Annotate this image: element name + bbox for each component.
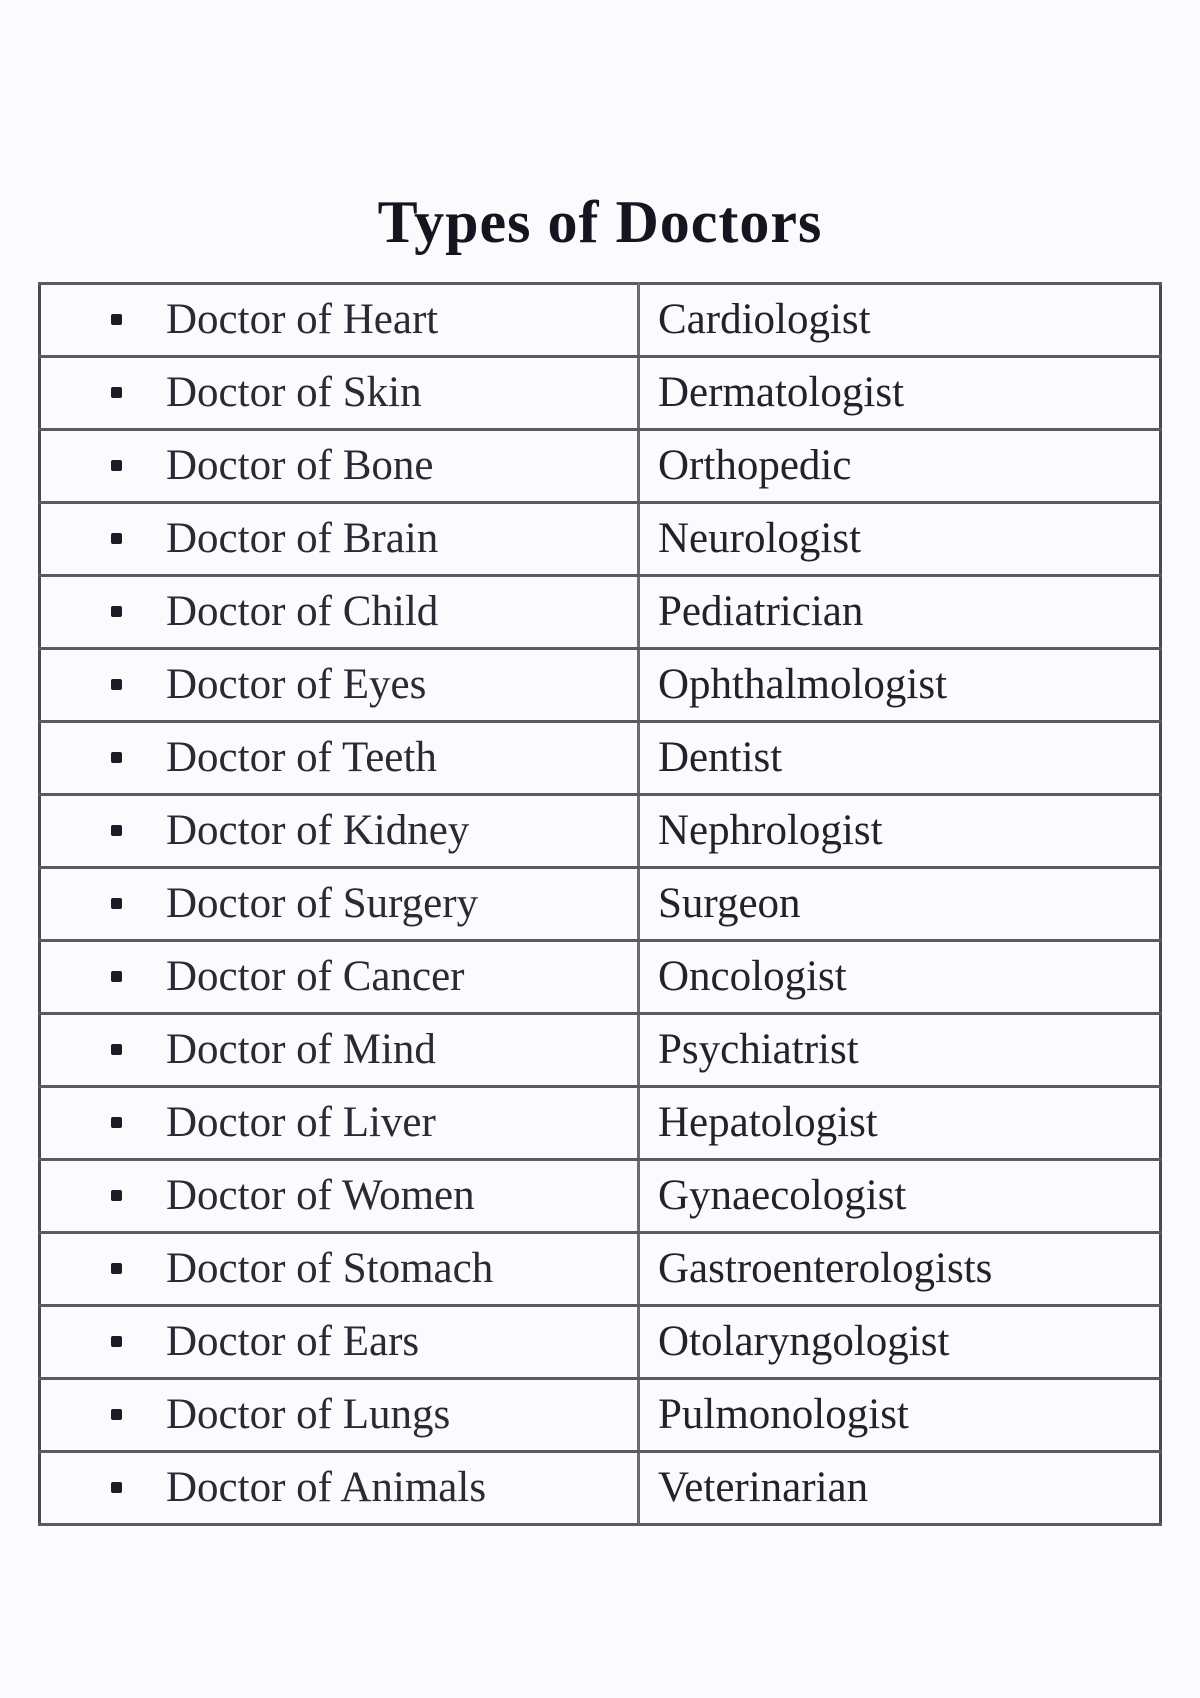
specialist-cell [639, 1087, 1161, 1160]
bullet-icon [111, 606, 122, 617]
table-row [40, 1306, 1161, 1379]
specialist-cell [639, 1306, 1161, 1379]
doctor-label: Doctor of Skin [166, 369, 422, 416]
table-row [40, 1160, 1161, 1233]
specialist-label: Dermatologist [658, 369, 905, 416]
specialist-label: Gynaecologist [658, 1172, 907, 1219]
specialist-label: Dentist [658, 734, 783, 781]
specialist-label: Gastroenterologists [658, 1245, 993, 1292]
specialist-cell [639, 284, 1161, 357]
doctor-cell [40, 430, 639, 503]
doctor-cell [40, 1452, 639, 1525]
specialist-cell [639, 1014, 1161, 1087]
doctor-label: Doctor of Ears [166, 1318, 420, 1365]
doctor-cell [40, 357, 639, 430]
doctor-cell [40, 576, 639, 649]
specialist-cell [639, 576, 1161, 649]
specialist-label: Surgeon [658, 880, 801, 927]
specialist-label: Psychiatrist [658, 1026, 859, 1073]
specialist-label: Pulmonologist [658, 1391, 909, 1438]
bullet-icon [111, 460, 122, 471]
specialist-label: Ophthalmologist [658, 661, 948, 708]
bullet-icon [111, 1044, 122, 1055]
doctor-label: Doctor of Child [166, 588, 439, 635]
bullet-icon [111, 752, 122, 763]
doctor-label: Doctor of Teeth [166, 734, 437, 781]
specialist-label: Orthopedic [658, 442, 852, 489]
bullet-icon [111, 387, 122, 398]
doctor-label: Doctor of Cancer [166, 953, 465, 1000]
doctor-cell [40, 941, 639, 1014]
specialist-label: Pediatrician [658, 588, 864, 635]
table-row [40, 503, 1161, 576]
specialist-cell [639, 649, 1161, 722]
bullet-icon [111, 314, 122, 325]
doctor-cell [40, 284, 639, 357]
doctor-cell [40, 1306, 639, 1379]
bullet-icon [111, 679, 122, 690]
specialist-label: Otolaryngologist [658, 1318, 950, 1365]
doctor-cell [40, 868, 639, 941]
table-row [40, 1233, 1161, 1306]
bullet-icon [111, 1409, 122, 1420]
table-row [40, 357, 1161, 430]
doctor-label: Doctor of Surgery [166, 880, 479, 927]
doctor-cell [40, 1379, 639, 1452]
doctor-label: Doctor of Women [166, 1172, 475, 1219]
bullet-icon [111, 898, 122, 909]
doctor-cell [40, 1233, 639, 1306]
specialist-label: Oncologist [658, 953, 847, 1000]
doctor-label: Doctor of Stomach [166, 1245, 494, 1292]
table-row [40, 1014, 1161, 1087]
specialist-cell [639, 1160, 1161, 1233]
doctor-cell [40, 795, 639, 868]
specialist-cell [639, 941, 1161, 1014]
doctor-cell [40, 1160, 639, 1233]
bullet-icon [111, 1263, 122, 1274]
table-row [40, 868, 1161, 941]
doctor-label: Doctor of Mind [166, 1026, 436, 1073]
bullet-icon [111, 1117, 122, 1128]
doctor-label: Doctor of Heart [166, 296, 439, 343]
doctors-table [38, 282, 1162, 1526]
bullet-icon [111, 1336, 122, 1347]
specialist-cell [639, 868, 1161, 941]
table-row [40, 1452, 1161, 1525]
specialist-label: Neurologist [658, 515, 862, 562]
doctor-label: Doctor of Eyes [166, 661, 427, 708]
table-row [40, 941, 1161, 1014]
table-row [40, 795, 1161, 868]
specialist-cell [639, 430, 1161, 503]
bullet-icon [111, 825, 122, 836]
specialist-cell [639, 795, 1161, 868]
table-row [40, 722, 1161, 795]
specialist-cell [639, 503, 1161, 576]
specialist-label: Cardiologist [658, 296, 871, 343]
bullet-icon [111, 533, 122, 544]
specialist-label: Nephrologist [658, 807, 883, 854]
table-row [40, 284, 1161, 357]
doctor-label: Doctor of Kidney [166, 807, 470, 854]
specialist-cell [639, 1379, 1161, 1452]
table-row [40, 1087, 1161, 1160]
doctor-cell [40, 1087, 639, 1160]
table-row [40, 1379, 1161, 1452]
doctor-label: Doctor of Lungs [166, 1391, 451, 1438]
doctor-cell [40, 1014, 639, 1087]
table-row [40, 576, 1161, 649]
doctor-label: Doctor of Brain [166, 515, 439, 562]
bullet-icon [111, 1482, 122, 1493]
specialist-cell [639, 1233, 1161, 1306]
doctor-cell [40, 649, 639, 722]
table-row [40, 430, 1161, 503]
specialist-label: Hepatologist [658, 1099, 878, 1146]
bullet-icon [111, 1190, 122, 1201]
doctor-label: Doctor of Bone [166, 442, 434, 489]
doctor-cell [40, 503, 639, 576]
bullet-icon [111, 971, 122, 982]
doctor-label: Doctor of Liver [166, 1099, 436, 1146]
specialist-cell [639, 722, 1161, 795]
doctor-cell [40, 722, 639, 795]
specialist-cell [639, 1452, 1161, 1525]
specialist-cell [639, 357, 1161, 430]
table-row [40, 649, 1161, 722]
doctor-label: Doctor of Animals [166, 1464, 487, 1511]
specialist-label: Veterinarian [658, 1464, 869, 1511]
page-title: Types of Doctors [377, 189, 823, 255]
